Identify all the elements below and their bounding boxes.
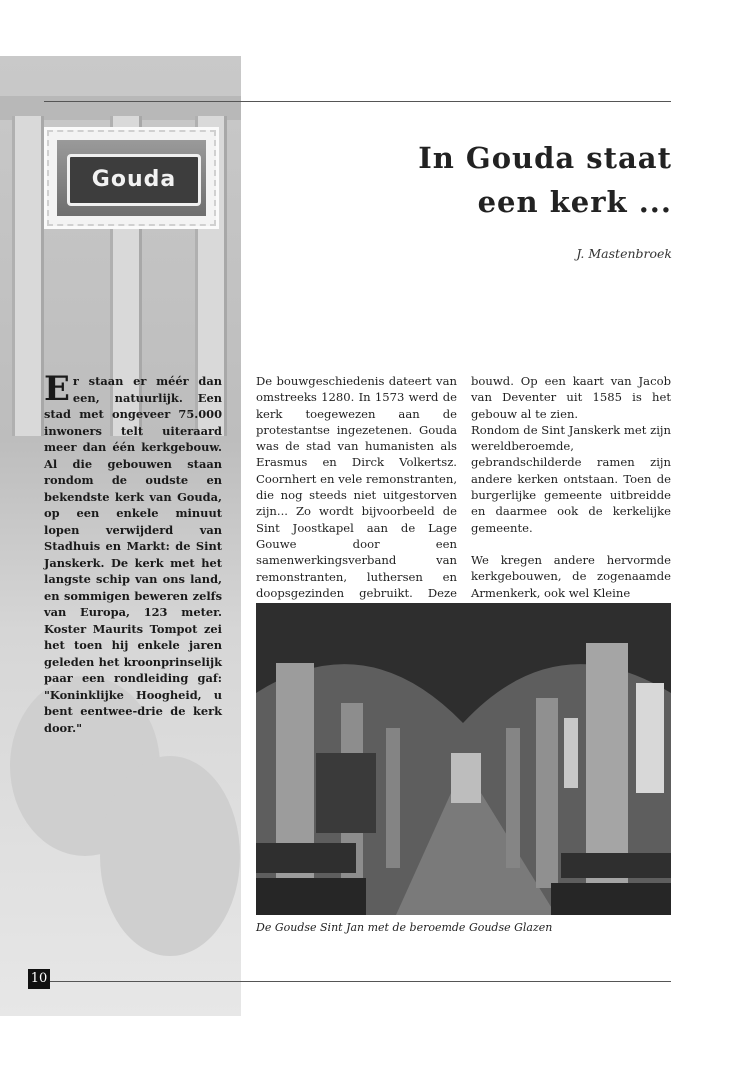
author-byline: J. Mastenbroek <box>576 246 672 261</box>
sign-photo-background <box>57 140 206 216</box>
column-3-paragraph-1: bouwd. Op een kaart van Jacob van Deventer uit 1585 is het gebouw al te zien. <box>471 374 671 421</box>
body-column-3 <box>471 373 671 617</box>
title-line-2: een kerk ... <box>477 185 672 219</box>
photo-column <box>12 116 44 436</box>
top-rule <box>44 101 671 102</box>
page-number: 10 <box>28 969 50 989</box>
column-3-paragraph-2: Rondom de Sint Janskerk met zijn wereldberoemde, gebrandschilderde ramen zijn andere kerken ontstaan. Toen de burgerlijke gemeente uitbreidde en daarmee ook de kerkelijke gemeente. <box>471 422 671 535</box>
column-2-paragraph: De bouwgeschiedenis dateert van omstreeks 1280. In 1573 werd de kerk toegewezen aan de protestantse ingezetenen. Gouda was de stad van humanisten als Erasmus en Dirck Volkertsz. Coornhert en vele remonstranten, die nog steeds niet uitgestorven zijn... Zo wordt bijvoorbeeld de Sint Joostkapel aan de Lage Gouwe door een samenwerkingsverband van remonstranten, luthersen en doopsgezinden gebruikt. Deze <box>256 374 457 600</box>
intro-paragraph <box>44 369 222 736</box>
drop-cap: E <box>44 369 70 409</box>
church-interior-photo <box>256 603 671 915</box>
gouda-sign: Gouda <box>67 154 201 206</box>
photo-tree <box>100 756 240 956</box>
article-title <box>252 136 672 224</box>
photo-caption: De Goudse Sint Jan met de beroemde Goudse Glazen <box>256 921 553 934</box>
gouda-sign-photo <box>47 130 216 226</box>
title-line-1: In Gouda staat <box>418 141 672 175</box>
bottom-rule <box>50 981 671 982</box>
church-interior-illustration <box>256 603 671 915</box>
column-3-paragraph-3: We kregen andere hervormde kerkgebouwen, de zogenaamde Armenkerk, ook wel Kleine <box>471 552 671 600</box>
intro-text: r staan er méér dan een, natuurlijk. Een stad met ongeveer 75.000 inwoners telt uiteraard meer dan één kerkgebouw. Al die gebouwen staan rondom de oudste en bekendste kerk van Gouda, op een enkele minuut lopen verwijderd van Stadhuis en Markt: de Sint Janskerk. De kerk met het langste schip van ons land, en sommigen beweren zelfs van Europa, 123 meter. Koster Maurits Tompot zei het toen hij enkele jaren geleden het kroonprinselijk paar een rondleiding gaf: "Koninklijke Hoogheid, u bent eentwee-drie de kerk door." <box>44 374 222 735</box>
